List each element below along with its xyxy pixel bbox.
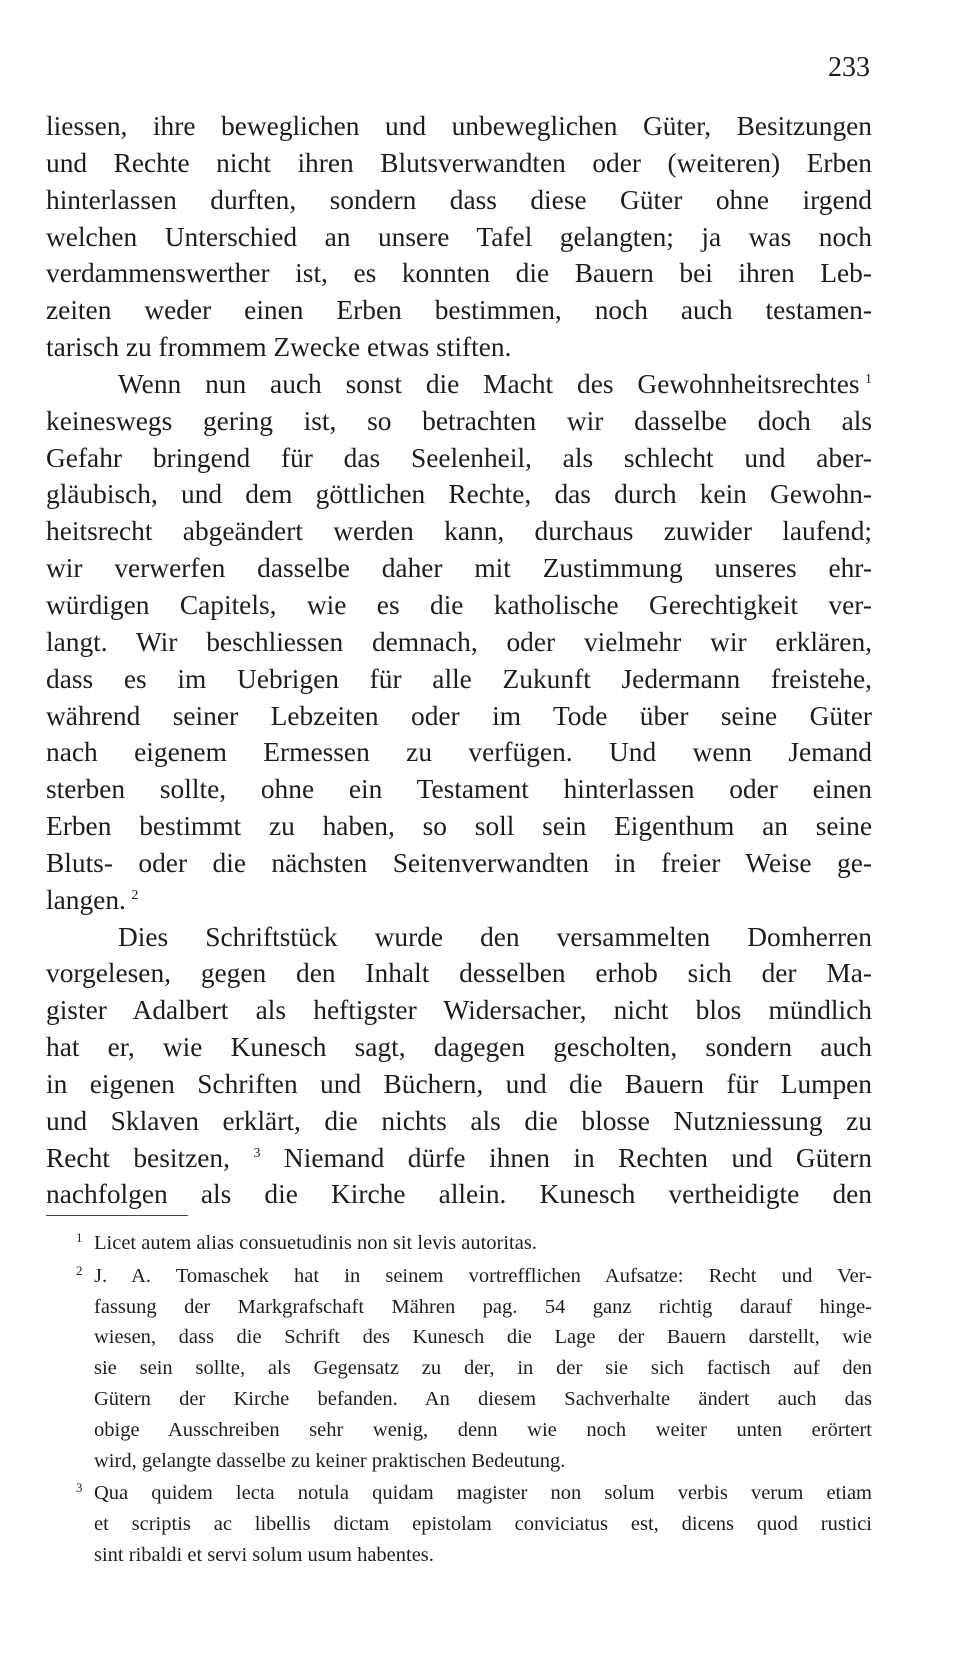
text-line-content: verdammenswerther ist, es konnten die Bauern bei ihren Leb- (46, 258, 872, 289)
text-line-content: Dies Schriftstück wurde den versammelten Domherren (118, 921, 872, 952)
text-line-content: Niemand dürfe ihnen in Rechten und Gütern (283, 1142, 872, 1173)
text-line-content: wir verwerfen dasselbe daher mit Zustimmung unseres ehr- (46, 553, 872, 584)
text-line (46, 882, 872, 919)
text-line-content: hat er, wie Kunesch sagt, dagegen gescholten, sondern auch (46, 1032, 872, 1063)
footnote-reference: 2 (131, 887, 139, 903)
text-line (46, 476, 872, 513)
text-line-content: dass es im Uebrigen für alle Zukunft Jedermann freistehe, (46, 663, 872, 694)
footnote-line: obige Ausschreiben sehr wenig, denn wie noch weiter unten erörtert (94, 1418, 872, 1441)
text-line (46, 513, 872, 550)
footnote-body (94, 1261, 872, 1477)
text-line-content: vorgelesen, gegen den Inhalt desselben erhob sich der Ma- (46, 958, 872, 989)
footnote (46, 1478, 872, 1570)
text-line-content: nachfolgen als die Kirche allein. Kunesch vertheidigte den (46, 1179, 872, 1210)
text-line-content: Wenn nun auch sonst die Macht des Gewohnheitsrechtes (118, 368, 860, 399)
text-line (46, 771, 872, 808)
text-line (46, 1029, 872, 1066)
footnote (46, 1261, 872, 1477)
footnote-divider (46, 1215, 188, 1216)
footnote-line: wird, gelangte dasselbe zu keiner praktischen Bedeutung. (94, 1449, 566, 1472)
footnote-line: fassung der Markgrafschaft Mähren pag. 54 ganz richtig darauf hinge- (94, 1295, 872, 1318)
footnote-body (94, 1478, 872, 1570)
page-number: 233 (828, 52, 870, 83)
text-line-content: tarisch zu frommem Zwecke etwas stiften. (46, 332, 512, 363)
text-line-content: keineswegs gering ist, so betrachten wir dasselbe doch als (46, 405, 872, 436)
text-line-content: in eigenen Schriften und Büchern, und die Bauern für Lumpen (46, 1068, 872, 1099)
footnote-line: sint ribaldi et servi solum usum habentes. (94, 1543, 434, 1566)
text-line-content: Gefahr bringend für das Seelenheil, als schlecht und aber- (46, 442, 872, 473)
text-line (46, 403, 872, 440)
text-line (46, 1066, 872, 1103)
text-line (46, 108, 872, 145)
text-line-content: Recht besitzen, (46, 1142, 230, 1173)
text-line (46, 182, 872, 219)
footnotes (46, 1228, 872, 1571)
text-line-content: zeiten weder einen Erben bestimmen, noch auch testamen- (46, 295, 872, 326)
text-line (46, 1140, 872, 1177)
text-line (46, 329, 872, 366)
text-line (46, 624, 872, 661)
text-line-content: würdigen Capitels, wie es die katholische Gerechtigkeit ver- (46, 589, 872, 620)
footnote-line: sie sein sollte, als Gegensatz zu der, in der sie sich factisch auf den (94, 1357, 872, 1380)
footnote-line: Qua quidem lecta notula quidam magister non solum verbis verum etiam (94, 1482, 872, 1505)
text-line (46, 661, 872, 698)
text-line-content: welchen Unterschied an unsere Tafel gelangten; ja was noch (46, 221, 872, 252)
text-line-content: während seiner Lebzeiten oder im Tode über seine Güter (46, 700, 872, 731)
footnote-line: et scriptis ac libellis dictam epistolam conviciatus est, dicens quod rustici (94, 1513, 872, 1536)
text-line-content: Bluts- oder die nächsten Seitenverwandten in freier Weise ge- (46, 847, 872, 878)
text-line-content: liessen, ihre beweglichen und unbeweglichen Güter, Besitzungen (46, 111, 872, 141)
footnote-reference: 3 (253, 1145, 261, 1161)
text-line (46, 292, 872, 329)
text-line-content: gister Adalbert als heftigster Widersacher, nicht blos mündlich (46, 995, 872, 1026)
text-line (46, 955, 872, 992)
text-line-content: hinterlassen durften, sondern dass diese Güter ohne irgend (46, 184, 872, 215)
footnote (46, 1228, 872, 1259)
text-line-content: und Rechte nicht ihren Blutsverwandten oder (weiteren) Erben (46, 147, 872, 178)
footnote-line: Gütern der Kirche befanden. An diesem Sachverhalte ändert auch das (94, 1387, 872, 1410)
footnote-mark: 2 (76, 1262, 83, 1278)
text-line-content: sterben sollte, ohne ein Testament hinterlassen oder einen (46, 774, 872, 805)
text-line (46, 808, 872, 845)
text-line (46, 366, 872, 403)
text-line (46, 219, 872, 256)
footnote-mark: 1 (76, 1230, 83, 1245)
footnote-reference: 1 (865, 371, 872, 387)
main-text (46, 108, 872, 1213)
text-line-content: heitsrecht abgeändert werden kann, durchaus zuwider laufend; (46, 516, 872, 547)
text-line-content: gläubisch, und dem göttlichen Rechte, das durch kein Gewohn- (46, 479, 872, 510)
text-line (46, 698, 872, 735)
text-line-content: nach eigenem Ermessen zu verfügen. Und wenn Jemand (46, 737, 872, 768)
text-line (46, 845, 872, 882)
text-line-content: langen. (46, 884, 126, 915)
footnote-line: Licet autem alias consuetudinis non sit levis autoritas. (94, 1232, 537, 1254)
text-line (46, 550, 872, 587)
footnote-mark: 3 (76, 1480, 83, 1496)
text-line (46, 1103, 872, 1140)
text-line (46, 587, 872, 624)
text-line (46, 1176, 872, 1213)
text-line-content: Erben bestimmt zu haben, so soll sein Eigenthum an seine (46, 811, 872, 842)
text-line (46, 255, 872, 292)
text-line-content: langt. Wir beschliessen demnach, oder vielmehr wir erklären, (46, 626, 872, 657)
footnote-line: wiesen, dass die Schrift des Kunesch die Lage der Bauern darstellt, wie (94, 1326, 872, 1349)
text-line (46, 440, 872, 477)
footnote-body (94, 1228, 872, 1259)
footnote-line: J. A. Tomaschek hat in seinem vortrefflichen Aufsatze: Recht und Ver- (94, 1264, 872, 1287)
text-line (46, 734, 872, 771)
text-line (46, 992, 872, 1029)
text-line-content: und Sklaven erklärt, die nichts als die blosse Nutzniessung zu (46, 1105, 872, 1136)
text-line (46, 919, 872, 956)
text-line (46, 145, 872, 182)
